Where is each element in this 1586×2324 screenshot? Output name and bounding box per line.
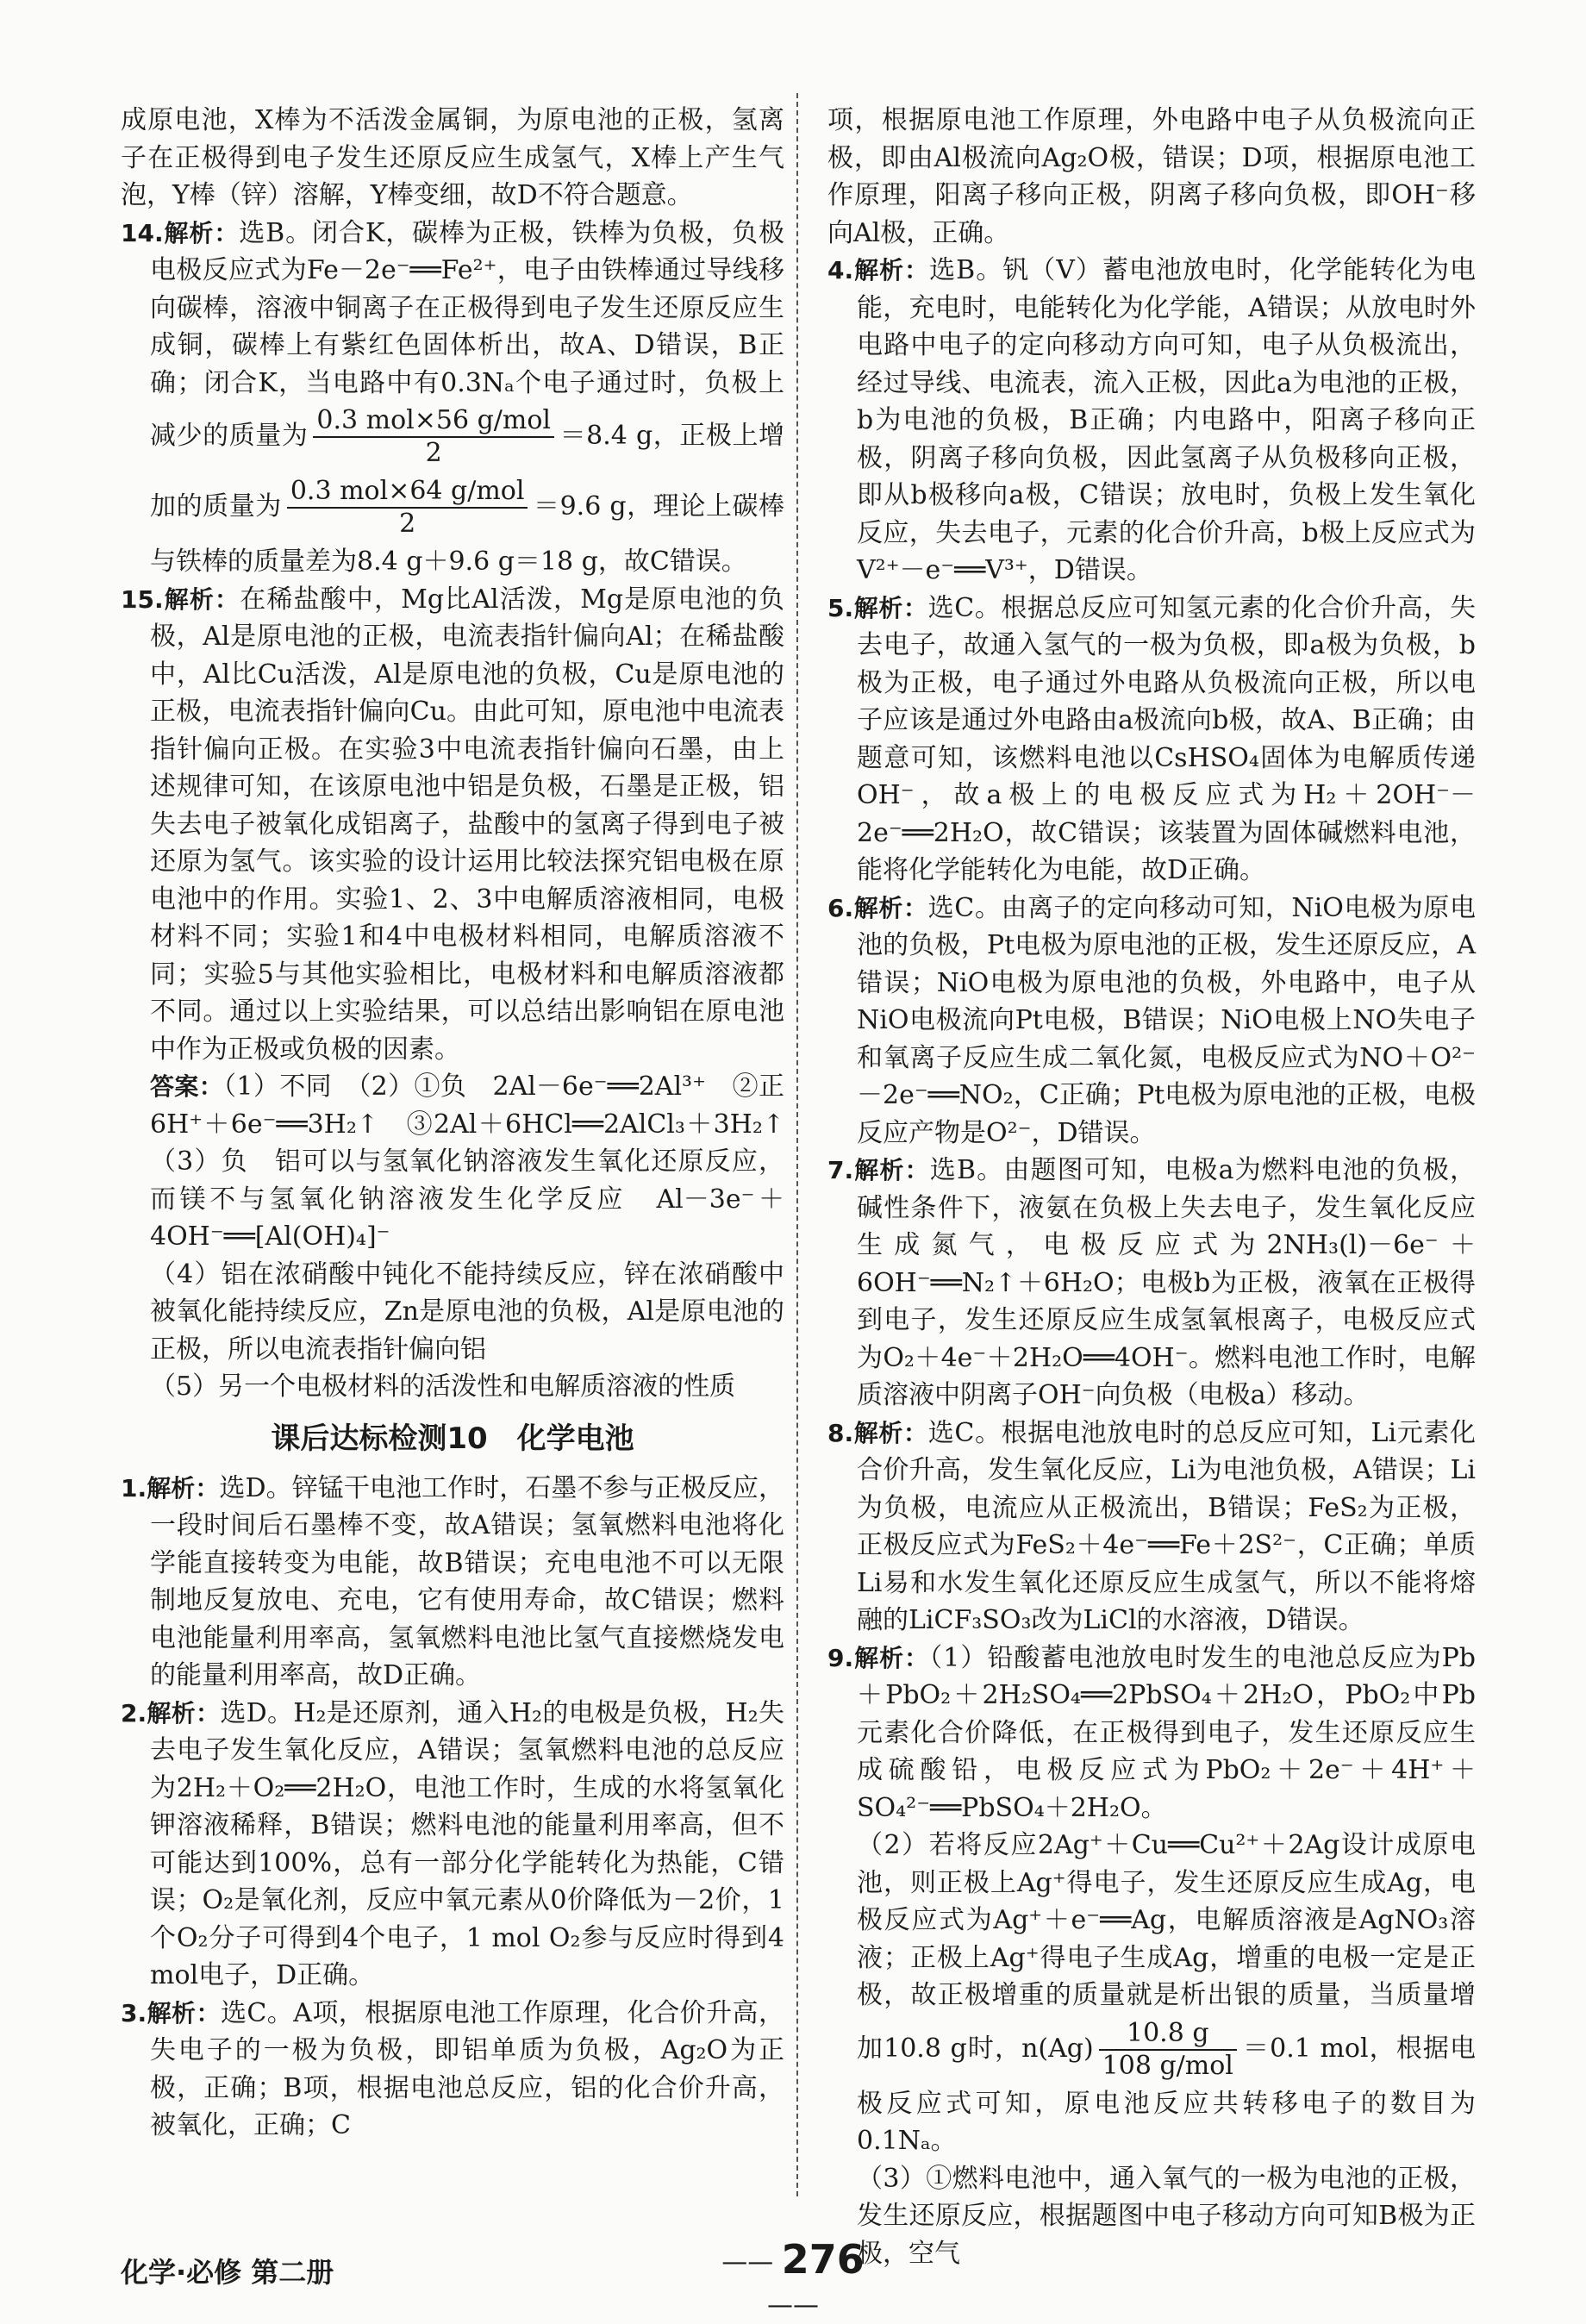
fraction-cu [287, 476, 528, 540]
analysis-label: 解析： [853, 1156, 930, 1184]
analysis-label: 解析： [853, 1643, 930, 1672]
analysis-text: ＝8.4 g，正极上增加的质量为 [150, 421, 785, 522]
footer-subject: 化学·必修 第二册 [121, 2256, 334, 2289]
analysis-text: 选C。根据电池放电时的总反应可知，Li元素化合价升高，发生氧化反应，Li为电池负极，A错误；Li为负极，电流应从正极流出，B错误；FeS₂为正极，正极反应式为FeS₂＋4e⁻══Fe＋2S²⁻，C正确；单质Li易和水发生氧化还原反应生成氢气，所以不能将熔融的LiCF₃SO₃改为LiCl的水溶液，D错误。 [857, 1417, 1476, 1635]
question-6 [827, 890, 1476, 1153]
section-title: 课后达标检测10 化学电池 [271, 1421, 634, 1456]
paragraph-continued: 成原电池，X棒为不活泼金属铜，为原电池的正极，氢离子在正极得到电子发生还原反应生成氢气，X棒上产生气泡，Y棒（锌）溶解，Y棒变细，故D不符合题意。 [121, 105, 784, 210]
fraction-numerator: 0.3 mol×64 g/mol [287, 476, 528, 509]
page-number: —— 276 —— [721, 2236, 865, 2321]
question-number: 2. [121, 1698, 147, 1727]
analysis-text: 选C。由离子的定向移动可知，NiO电极为原电池的负极，Pt电极为原电池的正极，发生还原反应，A错误；NiO电极为原电池的负极，外电路中，电子从NiO电极流向Pt电极，B错误；NiO电极上NO失电子和氧离子反应生成二氧化氮，电极反应式为NO＋O²⁻－2e⁻══NO₂，C正确；Pt电极为原电池的正极，电极反应产物是O²⁻，D错误。 [857, 892, 1476, 1148]
left-column [121, 102, 810, 2145]
analysis-label: 解析： [147, 1998, 221, 2027]
question-5 [827, 590, 1476, 890]
question-7 [827, 1152, 1476, 1415]
question-8 [827, 1415, 1476, 1640]
answer-block [121, 1068, 810, 1256]
question-3 [121, 1995, 784, 2145]
question-number: 15. [121, 584, 164, 614]
analysis-label: 解析： [853, 893, 928, 922]
analysis-text: 在稀盐酸中，Mg比Al活泼，Mg是原电池的负极，Al是原电池的正极，电流表指针偏向Al；在稀盐酸中，Al比Cu活泼，Al是原电池的负极，Cu是原电池的正极，电流表指针偏向Cu。由此可知，原电池中电流表指针偏向正极。在实验3中电流表指针偏向石墨，由上述规律可知，在该原电池中铝是负极，石墨是正极，铝失去电子被氧化成铝离子，盐酸中的氢离子得到电子被还原为氢气。该实验的设计运用比较法探究铝电极在原电池中的作用。实验1、2、3中电解质溶液相同，电极材料不同；实验1和4中电极材料相同，电解质溶液不同；实验5与其他实验相比，电极材料和电解质溶液都不同。通过以上实验结果，可以总结出影响铝在原电池中作为正极或负极的因素。 [150, 584, 784, 1065]
question-number: 8. [827, 1418, 854, 1447]
answer-text: （1）不同 （2）①负 2Al－6e⁻══2Al³⁺ ②正 6H⁺＋6e⁻══3H₂↑ ③2Al＋6HCl══2AlCl₃＋3H₂↑ （3）负 铝可以与氢氧化钠溶液发生氧化还原反应，而镁不与氢氧化钠溶液发生化学反应 Al－3e⁻＋4OH⁻══[Al(OH)₄]⁻ [150, 1071, 810, 1252]
analysis-label: 解析： [163, 584, 240, 614]
question-1 [121, 1470, 784, 1695]
answer-part-4: （4）铝在浓硝酸中钝化不能持续反应，锌在浓硝酸中被氧化能持续反应，Zn是原电池的负极，Al是原电池的正极，所以电流表指针偏向铝 [150, 1259, 784, 1365]
analysis-text: 选B。钒（V）蓄电池放电时，化学能转化为电能，充电时，电能转化为化学能，A错误；从放电时外电路中电子的定向移动方向可知，电子从负极流出，经过导线、电流表，流入正极，因此a为电池的正极，b为电池的负极，B正确；内电路中，阳离子移向正极，阴离子移向负极，因此氢离子从负极移向正极，即从b极移向a极，C错误；放电时，负极上发生氧化反应，失去电子，元素的化合价升高，b极上反应式为V²⁺－e⁻══V³⁺，D错误。 [857, 255, 1476, 585]
analysis-label: 解析： [147, 1698, 221, 1727]
question-number: 5. [827, 593, 854, 622]
answer-part-5: （5）另一个电极材料的活泼性和电解质溶液的性质 [150, 1371, 736, 1402]
question-15 [121, 581, 784, 1069]
analysis-label: 解析： [163, 218, 240, 247]
question-4 [827, 252, 1476, 590]
question-number: 4. [827, 256, 854, 284]
analysis-text: 选D。H₂是还原剂，通入H₂的电极是负极，H₂失去电子发生氧化反应，A错误；氢氧燃料电池的总反应为2H₂＋O₂══2H₂O，电池工作时，生成的水将氢氧化钾溶液稀释，B错误；燃料电池的能量利用率高，但不可能达到100%，总有一部分化学能转化为热能，C错误；O₂是氧化剂，反应中氧元素从0价降低为－2价，1个O₂分子可得到4个电子，1 mol O₂参与反应时得到4 mol电子，D正确。 [150, 1697, 784, 1990]
answer-label: 答案： [150, 1072, 224, 1101]
question-2 [121, 1695, 784, 1995]
analysis-text: 选D。锌锰干电池工作时，石墨不参与正极反应，一段时间后石墨棒不变，故A错误；氢氧燃料电池将化学能直接转变为电能，故B错误；充电电池不可以无限制地反复放电、充电，它有使用寿命，故C错误；燃料电池能量利用率高，氢氧燃料电池比氢气直接燃烧发电的能量利用率高，故D正确。 [150, 1472, 784, 1690]
fraction-denominator: 2 [425, 438, 442, 468]
question-9 [827, 1640, 1476, 1827]
question-number: 9. [827, 1643, 854, 1672]
analysis-text: 选B。由题图可知，电极a为燃料电池的负极，碱性条件下，液氨在负极上失去电子，发生氧化反应生成氮气，电极反应式为2NH₃(l)－6e⁻＋6OH⁻══N₂↑＋6H₂O；电极b为正极，液氧在正极得到电子，发生还原反应生成氢氧根离子，电极反应式为O₂＋4e⁻＋2H₂O══4OH⁻。燃料电池工作时，电解质溶液中阴离子OH⁻向负极（电极a）移动。 [857, 1155, 1476, 1410]
page-number-value: 276 [781, 2236, 865, 2283]
question-number: 14. [121, 218, 164, 247]
analysis-text: （1）铅酸蓄电池放电时发生的电池总反应为Pb＋PbO₂＋2H₂SO₄══2PbSO₄＋2H₂O，PbO₂中Pb元素化合价降低，在正极得到电子，发生还原反应生成硫酸铅，电极反应式为PbO₂＋2e⁻＋4H⁺＋SO₄²⁻══PbSO₄＋2H₂O。 [857, 1642, 1476, 1823]
analysis-label: 解析： [853, 1418, 928, 1447]
column-divider [796, 93, 798, 2196]
fraction-denominator: 2 [399, 509, 416, 539]
analysis-label: 解析： [853, 593, 928, 622]
question-number: 7. [827, 1156, 854, 1184]
question-number: 1. [121, 1473, 147, 1502]
analysis-label: 解析： [147, 1473, 220, 1502]
paragraph-continued: 项，根据原电池工作原理，外电路中电子从负极流向正极，即由Al极流向Ag₂O极，错误；D项，根据原电池工作原理，阳离子移向正极，阴离子移向负极，即OH⁻移向Al极，正确。 [827, 105, 1476, 248]
analysis-label: 解析： [853, 256, 930, 284]
analysis-text: ＝0.1 mol，根据电极反应式可知，原电池反应共转移电子的数目为0.1Nₐ。 [857, 2033, 1476, 2156]
right-column [827, 102, 1476, 2272]
analysis-text: （2）若将反应2Ag⁺＋Cu══Cu²⁺＋2Ag设计成原电池，则正极上Ag⁺得电子，发生还原反应生成Ag，电极反应式为Ag⁺＋e⁻══Ag，电解质溶液是AgNO₃溶液；正极上Ag⁺得电子生成Ag，增重的电极一定是正极，故正极增重的质量就是析出银的质量，当质量增加10.8 g时，n(Ag) [857, 1830, 1476, 2064]
question-9-part-2 [827, 1827, 1476, 2160]
question-14 [121, 215, 784, 581]
fraction-denominator: 108 g/mol [1102, 2050, 1233, 2081]
fraction-fe [313, 405, 554, 469]
question-9-part-3: （3）①燃料电池中，通入氧气的一极为电池的正极，发生还原反应，根据题图中电子移动方向可知B极为正极，空气 [857, 2163, 1476, 2269]
fraction-ag [1099, 2018, 1237, 2082]
analysis-text: 选B。闭合K，碳棒为正极，铁棒为负极，负极电极反应式为Fe－2e⁻══Fe²⁺，电子由铁棒通过导线移向碳棒，溶液中铜离子在正极得到电子发生还原反应生成铜，碳棒上有紫红色固体析出，故A、D错误，B正确；闭合K，当电路中有0.3Nₐ个电子通过时，负极上减少的质量为 [150, 217, 784, 451]
question-number: 6. [827, 893, 854, 922]
question-number: 3. [121, 1998, 147, 2027]
analysis-text: 选C。根据总反应可知氢元素的化合价升高，失去电子，故通入氢气的一极为负极，即a极为负极，b极为正极，电子通过外电路从负极流向正极，所以电子应该是通过外电路由a极流向b极，故A、B正确；由题意可知，该燃料电池以CsHSO₄固体为电解质传递OH⁻，故a极上的电极反应式为H₂＋2OH⁻－2e⁻══2H₂O，故C错误；该装置为固体碱燃料电池，能将化学能转化为电能，故D正确。 [857, 592, 1476, 885]
analysis-text: 选C。A项，根据原电池工作原理，化合价升高，失电子的一极为负极，即铝单质为负极，Ag₂O为正极，正确；B项，根据电池总反应，铝的化合价升高，被氧化，正确；C [150, 1997, 784, 2140]
fraction-numerator: 10.8 g [1099, 2018, 1237, 2051]
fraction-numerator: 0.3 mol×56 g/mol [313, 405, 554, 438]
analysis-text: ＝9.6 g，理论上碳棒与铁棒的质量差为8.4 g＋9.6 g＝18 g，故C错误。 [150, 491, 785, 577]
